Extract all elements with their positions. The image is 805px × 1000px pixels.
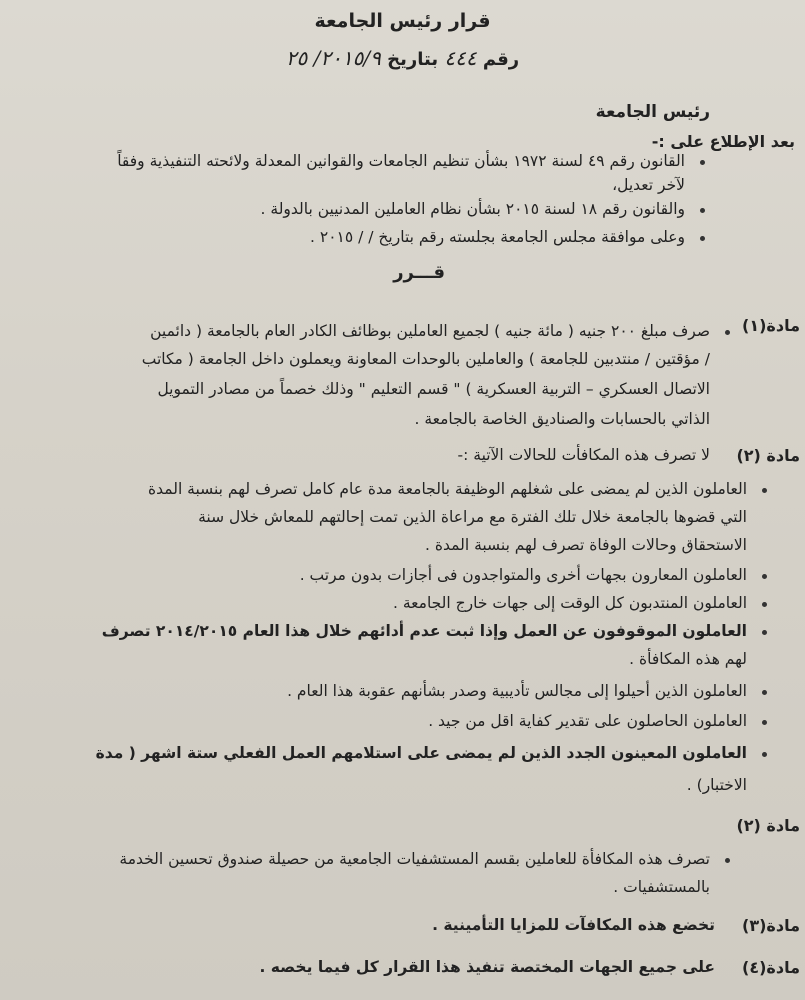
article-2-item: العاملون الذين لم يمضى على شغلهم الوظيفة بالجامعة مدة عام كامل تصرف لهم بنسبة المدة xyxy=(148,480,747,498)
article-3-line: تصرف هذه المكافأة للعاملين بقسم المستشفيات الجامعية من حصيلة صندوق تحسين الخدمة xyxy=(119,850,710,868)
article-1-line: صرف مبلغ ٢٠٠ جنيه ( مائة جنيه ) لجميع العاملين بوظائف الكادر العام بالجامعة ( دائمين xyxy=(150,322,710,340)
article-4-label: مادة(٣) xyxy=(742,916,800,935)
article-3-line: بالمستشفيات . xyxy=(613,878,710,896)
after-review-heading: بعد الإطلاع على :- xyxy=(651,132,795,151)
article-2-label: مادة (٢) xyxy=(736,446,800,465)
article-2-item: العاملون الحاصلون على تقدير كفاية اقل من جيد . xyxy=(428,712,747,730)
article-2-item-cont: لهم هذه المكافأة . xyxy=(629,650,747,668)
president-heading: رئيس الجامعة xyxy=(595,102,710,122)
article-2-intro: لا تصرف هذه المكافأت للحالات الآتية :- xyxy=(457,446,710,464)
article-2-item: العاملون المنتدبون كل الوقت إلى جهات خارج الجامعة . xyxy=(393,594,747,612)
preamble-item-cont: لآخر تعديل، xyxy=(612,176,685,194)
decree-number-date xyxy=(0,46,805,70)
decree-title: قرار رئيس الجامعة xyxy=(314,10,491,32)
number-value: ٤٤٤ xyxy=(444,46,477,70)
number-label: رقم xyxy=(482,49,520,70)
preamble-item: القانون رقم ٤٩ لسنة ١٩٧٢ بشأن تنظيم الجامعات والقوانين المعدلة ولائحته التنفيذية وفقاً xyxy=(117,152,685,170)
article-1-label: مادة(١) xyxy=(742,316,800,335)
date-label: بتاريخ xyxy=(387,49,439,70)
article-1-line: / مؤقتين / منتدبين للجامعة ) والعاملين بالوحدات المعاونة ويعملون داخل الجامعة ( مكاتب xyxy=(141,350,710,368)
article-5-label: مادة(٤) xyxy=(742,958,800,977)
article-1-line: الاتصال العسكري – التربية العسكرية ) " قسم التعليم " وذلك خصماً من مصادر التمويل xyxy=(157,380,710,398)
decides-heading: قـــرر xyxy=(393,262,445,283)
article-1-line: الذاتي بالحسابات والصناديق الخاصة بالجامعة . xyxy=(414,410,710,428)
preamble-item: والقانون رقم ١٨ لسنة ٢٠١٥ بشأن نظام العاملين المدنيين بالدولة . xyxy=(260,200,685,218)
article-2-item-cont: الاختبار) . xyxy=(686,776,747,794)
article-2-item-cont: التي قضوها بالجامعة خلال تلك الفترة مع مراعاة الذين تمت إحالتهم للمعاش خلال سنة xyxy=(198,508,747,526)
date-value: ٢٠١٥/٩/ ٢٥ xyxy=(285,46,381,70)
article-2-item: العاملون المعارون بجهات أخرى والمتواجدون فى أجازات بدون مرتب . xyxy=(299,566,747,584)
article-4-text: تخضع هذه المكافآت للمزايا التأمينية . xyxy=(432,916,715,934)
article-3-label: مادة (٢) xyxy=(736,816,800,835)
article-2-item: العاملون المعينون الجدد الذين لم يمضى على استلامهم العمل الفعلي ستة اشهر ( مدة xyxy=(95,744,747,762)
article-2-item: العاملون الموقوفون عن العمل وإذا ثبت عدم أدائهم خلال هذا العام ٢٠١٤/٢٠١٥ تصرف xyxy=(101,622,747,640)
preamble-item: وعلى موافقة مجلس الجامعة بجلسته رقم بتاريخ / / ٢٠١٥ . xyxy=(310,228,685,246)
article-2-item-cont: الاستحقاق وحالات الوفاة تصرف لهم بنسبة المدة . xyxy=(425,536,747,554)
article-2-item: العاملون الذين أحيلوا إلى مجالس تأديبية وصدر بشأنهم عقوبة هذا العام . xyxy=(287,682,747,700)
article-5-text: على جميع الجهات المختصة تنفيذ هذا القرار كل فيما يخصه . xyxy=(259,958,715,976)
